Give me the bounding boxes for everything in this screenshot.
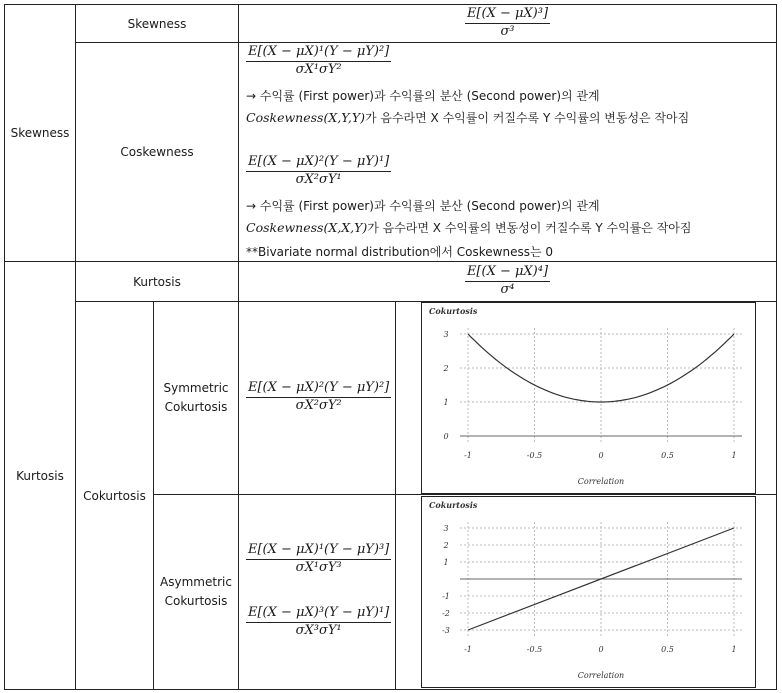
coskew1-math: Coskewness(X,Y,Y) bbox=[246, 110, 365, 125]
chart-frame bbox=[422, 303, 756, 494]
coskew2-explanation: 가 음수라면 X 수익률의 변동성이 커질수록 Y 수익률은 작아짐 bbox=[367, 221, 692, 235]
symmetric-formula bbox=[246, 380, 391, 414]
chart-title: Cokurtosis bbox=[429, 306, 478, 316]
chart-xlabel: Correlation bbox=[577, 477, 625, 486]
y-tick-label: 3 bbox=[443, 330, 449, 339]
coskew2-line1: → 수익률 (First power)과 수익률의 분산 (Second power)의 관계 bbox=[246, 199, 600, 213]
x-tick-label: 0.5 bbox=[661, 451, 674, 460]
x-tick-label: -1 bbox=[464, 645, 472, 654]
x-tick-label: -0.5 bbox=[526, 451, 543, 460]
asymmetric2-den: σX³σY¹ bbox=[295, 622, 342, 638]
asymmetric1-num: E[(X − μX)¹(Y − μY)³] bbox=[246, 543, 391, 560]
symmetric-num: E[(X − μX)²(Y − μY)²] bbox=[246, 381, 391, 398]
asymmetric-formula-2 bbox=[246, 605, 391, 639]
x-tick-label: 1 bbox=[731, 645, 737, 654]
y-tick-label: 2 bbox=[443, 364, 449, 373]
y-tick-label: 1 bbox=[443, 558, 449, 567]
kurtosis-group-text: Kurtosis bbox=[16, 468, 64, 483]
y-tick-label: -3 bbox=[442, 626, 450, 635]
x-tick-label: 0 bbox=[598, 645, 604, 654]
kurtosis-formula bbox=[239, 262, 776, 301]
asymmetric-label-line1: Asymmetric bbox=[160, 574, 232, 589]
skewness-row-label bbox=[76, 5, 238, 42]
x-tick-label: 0.5 bbox=[661, 645, 674, 654]
coskew1-den: σX¹σY² bbox=[295, 61, 342, 77]
skewness-formula-den: σ³ bbox=[500, 24, 515, 39]
symmetric-den: σX²σY² bbox=[295, 397, 342, 413]
coskew1-explanation: 가 음수라면 X 수익률이 커질수록 Y 수익률의 변동성은 작아짐 bbox=[364, 111, 690, 125]
y-tick-label: 0 bbox=[443, 432, 449, 441]
skewness-label-text: Skewness bbox=[127, 16, 187, 31]
skewness-group-label bbox=[5, 5, 75, 261]
cokurtosis-label-text: Cokurtosis bbox=[83, 488, 146, 503]
cokurtosis-label bbox=[76, 302, 153, 689]
asymmetric-label-line2: Cokurtosis bbox=[164, 594, 228, 608]
coskewness-label-text: Coskewness bbox=[120, 145, 194, 159]
x-tick-label: -0.5 bbox=[526, 645, 543, 654]
coskew2-num: E[(X − μX)²(Y − μY)¹] bbox=[246, 155, 391, 172]
coskew1-num: E[(X − μX)¹(Y − μY)²] bbox=[246, 45, 391, 62]
kurtosis-row-label bbox=[76, 262, 238, 301]
x-tick-label: 1 bbox=[731, 451, 737, 460]
symmetric-label-line2: Cokurtosis bbox=[164, 400, 228, 414]
chart-xlabel: Correlation bbox=[577, 671, 625, 680]
kurtosis-formula-num: E[(X − μX)⁴] bbox=[465, 265, 550, 282]
y-tick-label: -2 bbox=[442, 609, 450, 618]
y-tick-label: 2 bbox=[443, 541, 449, 550]
x-tick-label: -1 bbox=[464, 451, 472, 460]
symmetric-cokurtosis-label bbox=[154, 302, 238, 494]
asymmetric1-den: σX¹σY³ bbox=[295, 559, 342, 575]
y-tick-label: -1 bbox=[442, 592, 450, 601]
coskew2-math: Coskewness(X,X,Y) bbox=[246, 220, 368, 235]
symmetric-cokurtosis-chart bbox=[421, 302, 756, 494]
coskew1-line2 bbox=[246, 109, 689, 126]
asymmetric-formula-1 bbox=[246, 542, 391, 576]
skewness-formula-num: E[(X − μX)³] bbox=[465, 7, 550, 24]
asymmetric2-num: E[(X − μX)³(Y − μY)¹] bbox=[246, 606, 391, 623]
symmetric-label-line1: Symmetric bbox=[163, 380, 229, 395]
coskewness-row-label bbox=[76, 43, 238, 261]
coskew2-note: **Bivariate normal distribution에서 Coskewness는 0 bbox=[246, 245, 554, 259]
kurtosis-label-text: Kurtosis bbox=[133, 274, 181, 289]
y-tick-label: 3 bbox=[443, 524, 449, 533]
coskew2-den: σX²σY¹ bbox=[295, 171, 342, 187]
x-tick-label: 0 bbox=[598, 451, 604, 460]
coskew2-line2 bbox=[246, 219, 692, 236]
kurtosis-group-label bbox=[5, 262, 75, 689]
chart-title: Cokurtosis bbox=[429, 500, 478, 510]
chart-frame bbox=[422, 497, 756, 688]
kurtosis-formula-den: σ⁴ bbox=[500, 282, 515, 297]
asymmetric-cokurtosis-chart bbox=[421, 496, 756, 688]
skewness-formula bbox=[239, 5, 776, 42]
coskew1-formula bbox=[246, 44, 391, 78]
skewness-group-text: Skewness bbox=[10, 126, 70, 140]
coskew2-formula bbox=[246, 154, 391, 188]
y-tick-label: 1 bbox=[443, 398, 449, 407]
asymmetric-cokurtosis-label bbox=[154, 495, 238, 689]
coskew1-line1: → 수익률 (First power)과 수익률의 분산 (Second power)의 관계 bbox=[246, 89, 600, 103]
